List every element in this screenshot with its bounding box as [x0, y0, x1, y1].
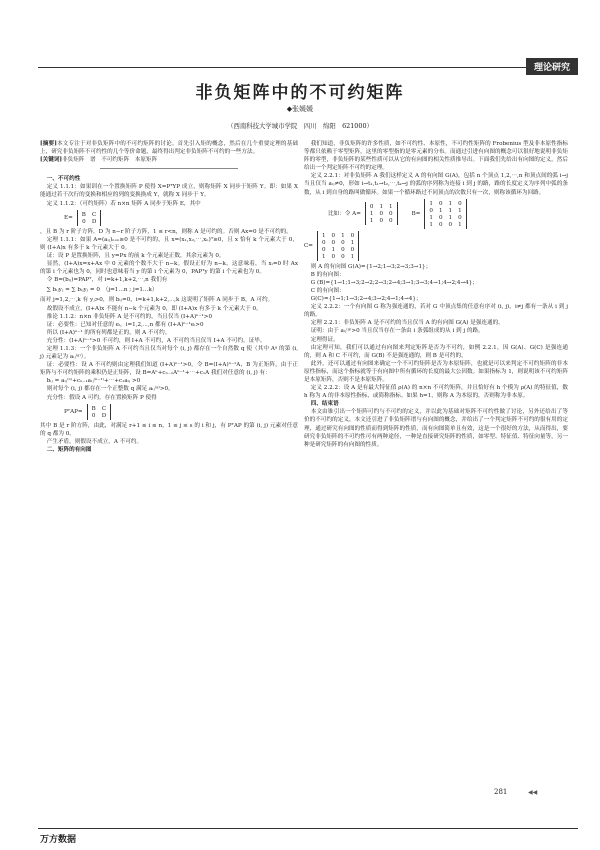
- matrix-cell: 0: [438, 214, 443, 221]
- article-title: 非负矩阵中的不可约矩阵: [195, 83, 405, 103]
- paragraph: 定理得证。: [310, 336, 339, 343]
- matrix-cell: 1: [448, 214, 453, 221]
- matrix-cell: 0: [331, 232, 336, 239]
- matrix-bracket: [87, 404, 112, 420]
- matrix-cell: 0: [379, 211, 384, 218]
- left-column: [40, 140, 298, 454]
- paragraph: 定义 1.1.2：（可约矩阵）若 n×n 矩阵 A 同步于矩阵 E，其中: [46, 200, 201, 207]
- matrix-cell: 0: [429, 207, 433, 214]
- paragraph: B 的有向图：: [310, 271, 345, 278]
- matrix-cell: C: [101, 405, 107, 412]
- paragraph: 充分性：(I+A)ⁿ⁻¹>0 不可约，则 I+A 不可约，A 不可约当且仅当 I+A 不可约，证毕。: [46, 337, 266, 344]
- matrix-cell: 0: [350, 246, 355, 253]
- matrix-bracket: [424, 199, 466, 229]
- page-number: 281: [494, 788, 508, 796]
- paragraph: 定义 1.1.1：如果训在一个置换矩阵 P 使得 X=PᵀYP 成立，则称矩阵 X 同步于矩阵 Y。即：如果 X 能通过若干次行的变换和相应的列的变换换成 Y，就称 X 同步于 Y。: [40, 184, 298, 199]
- matrix-cell: 0: [331, 253, 336, 260]
- matrix-bracket: [77, 210, 102, 226]
- matrix-cell: 0: [458, 200, 462, 207]
- matrix-cell: C: [92, 211, 97, 218]
- paragraph: 而对 j=1,2,⋯,k 有 yⱼ>0，则 bᵢⱼ=0，i=k+1,k+2,⋯,k 这说明了矩阵 A 同步于 B，A 可约。: [40, 297, 274, 304]
- paragraph: 定义 2.2.2：设 A 是有最大特征值 ρ(A) 的 n×n 不可约矩阵，并且恰好有 h 个模为 ρ(A) 的特征值，数 h 称为 A 的非本原性指标，或简称指标。如果 h=1，则称 A 为本原的，否则称为非本原。: [304, 385, 568, 400]
- matrix-bracket: [365, 202, 398, 225]
- author: ◆张媛媛: [286, 105, 314, 113]
- matrix-cell: 1: [458, 221, 462, 228]
- matrix-cell: B: [81, 211, 86, 218]
- paragraph: 定理 1.1.1：如果 A=(aᵢⱼ)ₙₓₙ≥0 是不可约的，且 x=(x₁,x₂,⋯,xₙ)ᵀ≥0，且 x 恰有 k 个元素大于 0，则 (I+A)x 有多于 k 个元素大于 0。: [40, 236, 298, 251]
- matrix-cell: 0: [379, 218, 384, 225]
- matrix-cell: 1: [350, 253, 355, 260]
- affiliation: （西南科技大学城市学院 四川 绵阳 621000）: [227, 122, 373, 130]
- matrix-cell: 1: [458, 207, 462, 214]
- matrix-cell: 1: [321, 232, 326, 239]
- matrix-cell: 0: [458, 214, 462, 221]
- matrix-cell: 1: [321, 253, 326, 260]
- paragraph: 由定理可知，我们可以通过有向图来判定矩阵是否为不可约，如例 2.2.1，因 G(A)、G(C) 是强连通的，则 A 和 C 不可约，而 G(B) 不是强连通的，则 B 是可约的。: [304, 344, 568, 359]
- paragraph: 证明：由于 aᵢⱼ⁽ᵍ⁾>0 当且仅当存在一条由 i 条弧组成的从 i 到 j 的路。: [310, 328, 484, 335]
- matrix-cell: 1: [448, 207, 453, 214]
- matrix-cell: 0: [438, 221, 443, 228]
- matrix-bracket: [317, 231, 359, 261]
- matrix-cell: 0: [350, 232, 355, 239]
- section-tag: 理论研究: [526, 58, 578, 75]
- section-heading: 四、结束语: [310, 401, 339, 408]
- paragraph: 显然，(I+A)x=x+Ax 中 0 元素的个数不大于 n−k。假设正好为 n−k，这意味着，当 xᵢ=0 时 Ax 的第 i 个元素也为 0，同时也意味着当 y 的第 i 个元素为 0，PAPᵀy 的第 i 个元素也为 0。: [40, 261, 298, 276]
- matrix-cell: 0: [369, 204, 374, 211]
- paragraph: 充分性：假设 A 可约，存在置换矩阵 P 使得: [46, 394, 157, 401]
- matrix-cell: 1: [389, 204, 393, 211]
- paragraph: 则 A 的有向图 G(A)={1→2;1→3;2→3;3→1}；: [310, 263, 432, 270]
- matrix-cell: 0: [389, 211, 393, 218]
- matrix-cell: 0: [438, 200, 443, 207]
- paragraph: 则对每个 (i, j) 都存在一个正整数 q 满足 aᵢⱼ⁽ᵍ⁾>0。: [46, 386, 174, 393]
- section-heading: 二、矩阵的有向图: [46, 446, 92, 453]
- paragraph: 定义 2.2.1：对非负矩阵 A 我们这样定义 A 的有向图 G(A)，包括 n 个顶点 1,2,⋯,n 和顶点间的弧 i→j 当且仅当 aᵢⱼ≠0，形如 i→t₁,t₁→t₂,⋯,tₖ→j 的弧的序列称为连接 i 到 j 的路，路的长度定义为序列中弧的条数，从 i 到自身的路叫做循环。如果一个循环路过不同顶点的次数只有一次，则称该循环为回路。: [304, 173, 568, 196]
- matrix-cell: 0: [341, 239, 345, 246]
- matrix-cell: 1: [369, 218, 374, 225]
- paragraph: 定理 2.2.1：非负矩阵 A 是不可约的当且仅当 A 的有向图 G(A) 是强连通的。: [310, 320, 504, 327]
- paragraph: G (B)={1→1;1→3;2→2;2→3;2→4;3→1;3→3;4→1;4→2;4→4}；: [310, 279, 478, 286]
- abstract: [摘要]本文专注于对非负矩阵中的不可约矩阵的讨论。首先引入矩的概念，然后在几个重要定理的基础上，研究非负矩阵不可约性的几个等价命题，最终得出判定非负矩阵不可约的一些方法。: [40, 141, 298, 156]
- paragraph: 其中 B 是 r 阶方阵，由此，对满足 r+1 ≤ i ≤ n，1 ≤ j ≤ s 的 i 和 j，有 PᵀAP 的第 (i, j) 元素对任意的 q 都为 0。: [40, 422, 298, 437]
- paragraph: 证：必要性：设 A 不可约则由定理我们知道 (I+A)ⁿ⁻¹>0，令 B=(I+A)ⁿ⁻¹A，B 为正矩阵，由于正矩阵与不可约矩阵的乘积仍是正矩阵，设 B=Aⁿ+cₙ₋₁Aⁿ⁻¹+⋯+c₁A 我们对任意的 (i, j) 有：: [40, 362, 298, 377]
- matrix-cell: 1: [379, 204, 384, 211]
- matrix-pap: PᵀAP= B C 0 D: [64, 404, 298, 420]
- paragraph: ，且 B 为 r 阶子方阵，D 为 n−r 阶子方阵，1 ≤ r<n，则称 A 是可约的。否则 Ax=0 是不可约的。: [40, 228, 292, 235]
- paragraph: 推论 1.1.2：n×n 非负矩阵 A 是不可约的，当且仅当 (I+A)ⁿ⁻¹>0: [46, 313, 213, 320]
- matrix-cell: 0: [321, 239, 326, 246]
- matrix-cell: 0: [341, 253, 345, 260]
- footer-rule: [38, 828, 578, 829]
- paragraph: 此外，还可以通过有向图来确定一个不可约矩阵是否为本原矩阵，也就是可以来判定不可约矩阵的非本原性指标，而这个指标就等于有向图中所有循环的长度的最大公因数。如果指标为 1，则说明该不可约矩阵是本原矩阵，否则不是本原矩阵。: [304, 360, 568, 383]
- paragraph: 证：必要性：已知对任意的 eᵢ，i=1,2,⋯,n 都有 (I+A)ⁿ⁻¹eᵢ>0: [46, 321, 204, 328]
- header-rule: [38, 67, 578, 68]
- formula: bᵢⱼ = aᵢⱼ⁽ⁿ⁾+cₙ₋₁aᵢⱼ⁽ⁿ⁻¹⁾+⋯+c₁aᵢⱼ >0: [46, 378, 141, 385]
- matrix-cell: 0: [82, 218, 86, 225]
- matrix-cell: 1: [429, 200, 433, 207]
- matrix-cell: 0: [341, 246, 345, 253]
- paragraph: 故假设不成立，(I+A)x 不能有 n−k 个元素为 0，即 (I+A)x 有多于 k 个元素大于 0。: [46, 305, 262, 312]
- paragraph: G(C)={1→1;1→3;2→4;3→2;4→1;4→4}；: [310, 296, 422, 303]
- right-column: [304, 140, 568, 449]
- matrix-cell: 1: [350, 239, 355, 246]
- paragraph: 产生矛盾，则假设不成立，A 不可约。: [46, 438, 143, 445]
- matrix-cell: D: [101, 412, 107, 419]
- paragraph: 令 B=(bᵢⱼ)=PAPᵀ，对 i=k+1,k+2,⋯,n 我们有: [46, 277, 168, 284]
- matrix-cell: 1: [448, 200, 453, 207]
- footer-brand: 万方数据: [40, 835, 77, 845]
- matrix-cell: D: [91, 218, 97, 225]
- paragraph: 定理 1.1.3：一个非负矩阵 A 不可约当且仅当对每个 (i, j) 都存在一个自然数 q 使（其中 Aᵍ 的第 (i, j) 元素记为 aᵢⱼ⁽ᵍ⁾）。: [40, 345, 298, 361]
- paragraph: 我们知道，非负矩阵的许多性质，如不可约性、本原性，不可约性矩阵的 Frobenius 型及非本原性指标等都只依赖于零型矩阵，这里的零型指的是零元素的分布。而通过引进有向图的概念可以很好地说明非负矩阵的零型，非负矩阵的某些性质可以从它的有向图的相关性质推导出。下面我们先给出有向图的定义，然后给出一个判定矩阵不可约的定理。: [304, 141, 568, 172]
- paragraph: C 的有向图：: [310, 287, 345, 294]
- matrix-cell: 0: [331, 239, 336, 246]
- matrix-cell: 0: [389, 218, 393, 225]
- paragraph: 所以 (I+A)ⁿ⁻¹ 的所有列都是正的，则 A 不可约。: [46, 329, 171, 336]
- page-arrows-icon: ◀◀: [528, 789, 538, 796]
- paragraph: 定义 2.2.2：一个有向图 G 称为强连通的，若对 G 中顶点集的任意有序对 (i, j)，i≠j 都有一条从 i 到 j 的路。: [304, 304, 568, 319]
- abstract-divider: [100, 168, 238, 169]
- keywords: [关键词]非负矩阵 谱 不可约矩阵 本原矩阵: [40, 157, 158, 164]
- matrix-cell: 1: [438, 207, 443, 214]
- matrix-cell: B: [91, 405, 96, 412]
- matrix-e: E= B C 0 D: [64, 210, 298, 226]
- matrix-cell: 0: [91, 412, 96, 419]
- matrix-cell: 1: [331, 246, 336, 253]
- matrix-cell: 0: [321, 246, 326, 253]
- section-heading: 一、不可约性: [46, 176, 81, 183]
- formula: ∑ bᵢⱼyⱼ = ∑ bᵢⱼyⱼ = 0 （j=1…n ; j=1…k）: [46, 287, 158, 294]
- matrix-cell: 1: [341, 232, 345, 239]
- matrix-cell: 1: [429, 221, 433, 228]
- matrix-cell: 1: [429, 214, 433, 221]
- paragraph: 本文由锥引出一个矩阵可约与不可约的定义，并以此为基础对矩阵不可约性做了讨论，另外还给出了等价的不可约的定义，本文还引进了非负矩阵谱与有向图的概念，并给出了一个判定矩阵不可约的很有用的定理，通过研究有向图的性质而得到矩阵的性质，而有向图简单且有效，这是一个很好的方法，从而得出，要研究非负矩阵的不可约性可有两种途径，一种是直接研究矩阵的性质，如零型、特征值、特征向量等，另一种是研究矩阵的有向图的性质。: [304, 409, 568, 448]
- matrix-a-b: 比如：令 A= 0 1 1 1 0 0 1 0 0 B= 1 0 1 0 0 1 1 1 1 0 1 0 1 0 0 1: [328, 199, 568, 229]
- matrix-c: C= 1 0 1 0 0 0 0 1 0 1 0 0 1 0 0 1: [304, 231, 568, 261]
- matrix-cell: 0: [448, 221, 453, 228]
- matrix-cell: 1: [369, 211, 374, 218]
- paragraph: 证：设 P 是置换矩阵，且 y=Px 的前 k 个元素是正数，其余元素为 0。: [46, 252, 225, 259]
